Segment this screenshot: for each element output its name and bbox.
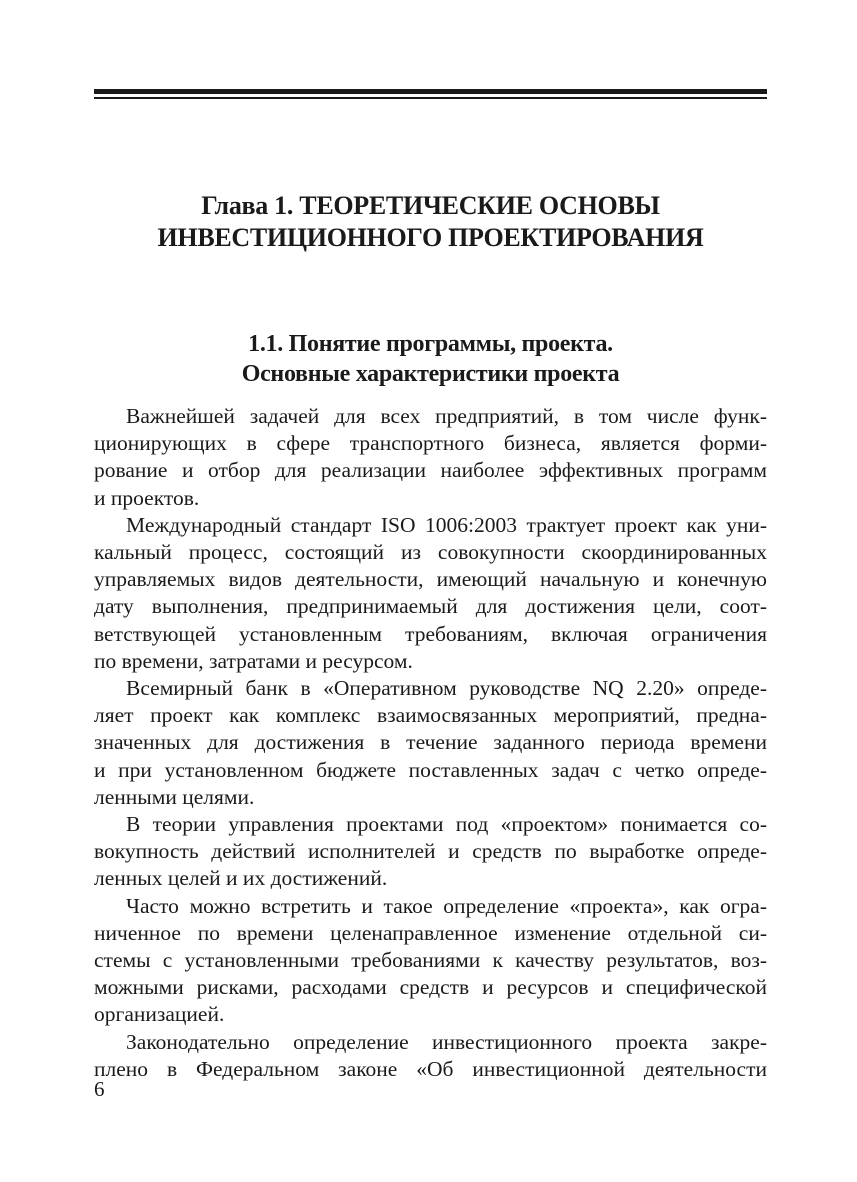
paragraph (94, 893, 767, 1029)
text-line: Всемирный банк в «Оперативном руководстве NQ 2.20» опреде- (126, 676, 767, 701)
section-title-line-1: 1.1. Понятие программы, проекта. (248, 331, 613, 357)
header-rule-thin (94, 97, 767, 99)
text-line: ниченное по времени целенаправленное изменение отдельной си- (94, 920, 767, 945)
page-number: 6 (94, 1077, 105, 1101)
text-line: ветствующей установленным требованиям, включая ограничения (94, 621, 767, 646)
paragraph (94, 512, 767, 675)
paragraph (94, 1029, 767, 1083)
section-title-line-2: Основные характеристики проекта (241, 361, 620, 387)
text-line: ляет проект как комплекс взаимосвязанных мероприятий, предна- (94, 703, 767, 728)
text-line: Законодательно определение инвестиционного проекта закре- (126, 1029, 767, 1054)
text-line: ленных целей и их достижений. (94, 866, 388, 891)
text-line: управляемых видов деятельности, имеющий начальную и конечную (94, 567, 767, 592)
text-line: Часто можно встретить и такое определение «проекта», как огра- (126, 893, 767, 918)
text-line: по времени, затратами и ресурсом. (94, 648, 413, 673)
text-line: и при установленном бюджете поставленных задач с четко опреде- (94, 757, 767, 782)
text-line: Международный стандарт ISO 1006:2003 трактует проект как уни- (126, 512, 767, 537)
text-line: Важнейшей задачей для всех предприятий, в том числе функ- (126, 404, 767, 428)
paragraph (94, 675, 767, 811)
text-line: организацией. (94, 1002, 225, 1027)
paragraph (94, 811, 767, 893)
text-line: можными рисками, расходами средств и ресурсов и специфической (94, 975, 767, 1000)
paragraph (94, 403, 767, 512)
header-rule-thick (94, 89, 767, 94)
text-line: значенных для достижения в течение заданного периода времени (94, 730, 767, 755)
text-line: кальный процесс, состоящий из совокупности скоординированных (94, 540, 767, 565)
text-line: ленными целями. (94, 784, 255, 809)
text-line: стемы с установленными требованиями к качеству результатов, воз- (94, 948, 767, 973)
text-line: ционирующих в сфере транспортного бизнеса, является форми- (94, 431, 767, 456)
text-line: вокупность действий исполнителей и средств по выработке опреде- (94, 839, 767, 864)
chapter-title-line-2: ИНВЕСТИЦИОННОГО ПРОЕКТИРОВАНИЯ (157, 223, 704, 252)
text-line: рование и отбор для реализации наиболее эффективных программ (94, 458, 767, 483)
body-text (94, 403, 767, 1083)
section-title (94, 329, 767, 389)
text-line: плено в Федеральном законе «Об инвестиционной деятельности (94, 1056, 767, 1081)
text-line: дату выполнения, предпринимаемый для достижения цели, соот- (94, 594, 767, 619)
chapter-title (94, 190, 767, 254)
chapter-title-line-1: Глава 1. ТЕОРЕТИЧЕСКИЕ ОСНОВЫ (201, 191, 660, 220)
text-line: В теории управления проектами под «проектом» понимается со- (126, 812, 767, 837)
text-line: и проектов. (94, 485, 200, 510)
